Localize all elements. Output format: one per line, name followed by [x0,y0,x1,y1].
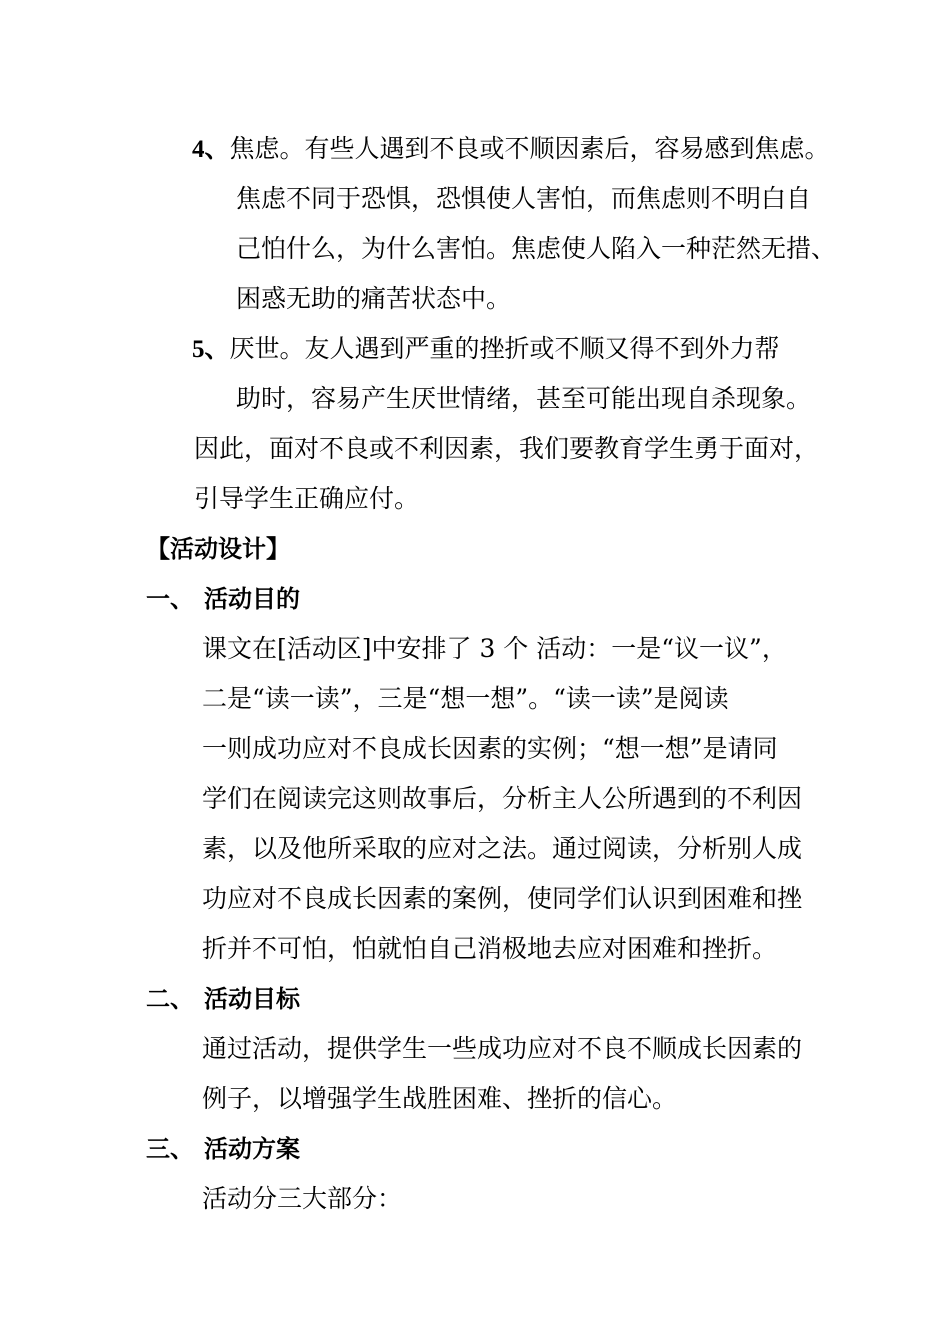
section-2-line-2: 例子，以增强学生战胜困难、挫折的信心。 [202,1084,678,1113]
section-2-heading [146,984,300,1014]
list-item-text: 厌世。友人遇到严重的挫折或不顺又得不到外力帮 [229,334,780,363]
section-title: 活动目的 [204,585,300,613]
list-item-4-line-4: 困惑无助的痛苦状态中。 [236,284,512,313]
section-2-line-1: 通过活动，提供学生一些成功应对不良不顺成长因素的 [202,1034,803,1063]
list-item-number: 5、 [192,336,230,363]
conclusion-line-1: 因此，面对不良或不利因素，我们要教育学生勇于面对， [194,434,820,463]
section-1-line-5: 素，以及他所采取的应对之法。通过阅读，分析别人成 [202,834,803,863]
section-1-line-6: 功应对不良成长因素的案例，使同学们认识到困难和挫 [202,884,803,913]
list-item-5-line-1 [192,334,780,365]
section-3-line-1: 活动分三大部分： [202,1184,403,1213]
list-item-4-line-2: 焦虑不同于恐惧，恐惧使人害怕，而焦虑则不明白自 [236,184,812,213]
section-1-heading [146,584,300,614]
activity-design-heading: 【活动设计】 [146,535,290,563]
list-item-4-line-1 [192,134,830,165]
list-item-5-line-2: 助时，容易产生厌世情绪，甚至可能出现自杀现象。 [236,384,812,413]
list-item-text: 焦虑。有些人遇到不良或不顺因素后，容易感到焦虑。 [229,134,830,163]
list-item-number: 4、 [192,136,230,163]
section-1-line-3: 一则成功应对不良成长因素的实例；“想一想”是请同 [202,734,778,763]
section-number: 二、 [146,985,194,1013]
section-number: 三、 [146,1135,194,1163]
section-1-line-7: 折并不可怕，怕就怕自己消极地去应对困难和挫折。 [202,934,778,963]
section-1-line-4: 学们在阅读完这则故事后，分析主人公所遇到的不利因 [202,784,803,813]
section-1-line-1: 课文在[活动区]中安排了 3 个 活动：一是“议一议”， [202,634,787,663]
section-title: 活动方案 [204,1135,300,1163]
section-title: 活动目标 [204,985,300,1013]
section-number: 一、 [146,585,194,613]
section-3-heading [146,1134,300,1164]
conclusion-line-2: 引导学生正确应付。 [194,484,420,513]
section-1-line-2: 二是“读一读”，三是“想一想”。“读一读”是阅读 [202,684,729,713]
list-item-4-line-3: 己怕什么，为什么害怕。焦虑使人陷入一种茫然无措、 [236,234,837,263]
